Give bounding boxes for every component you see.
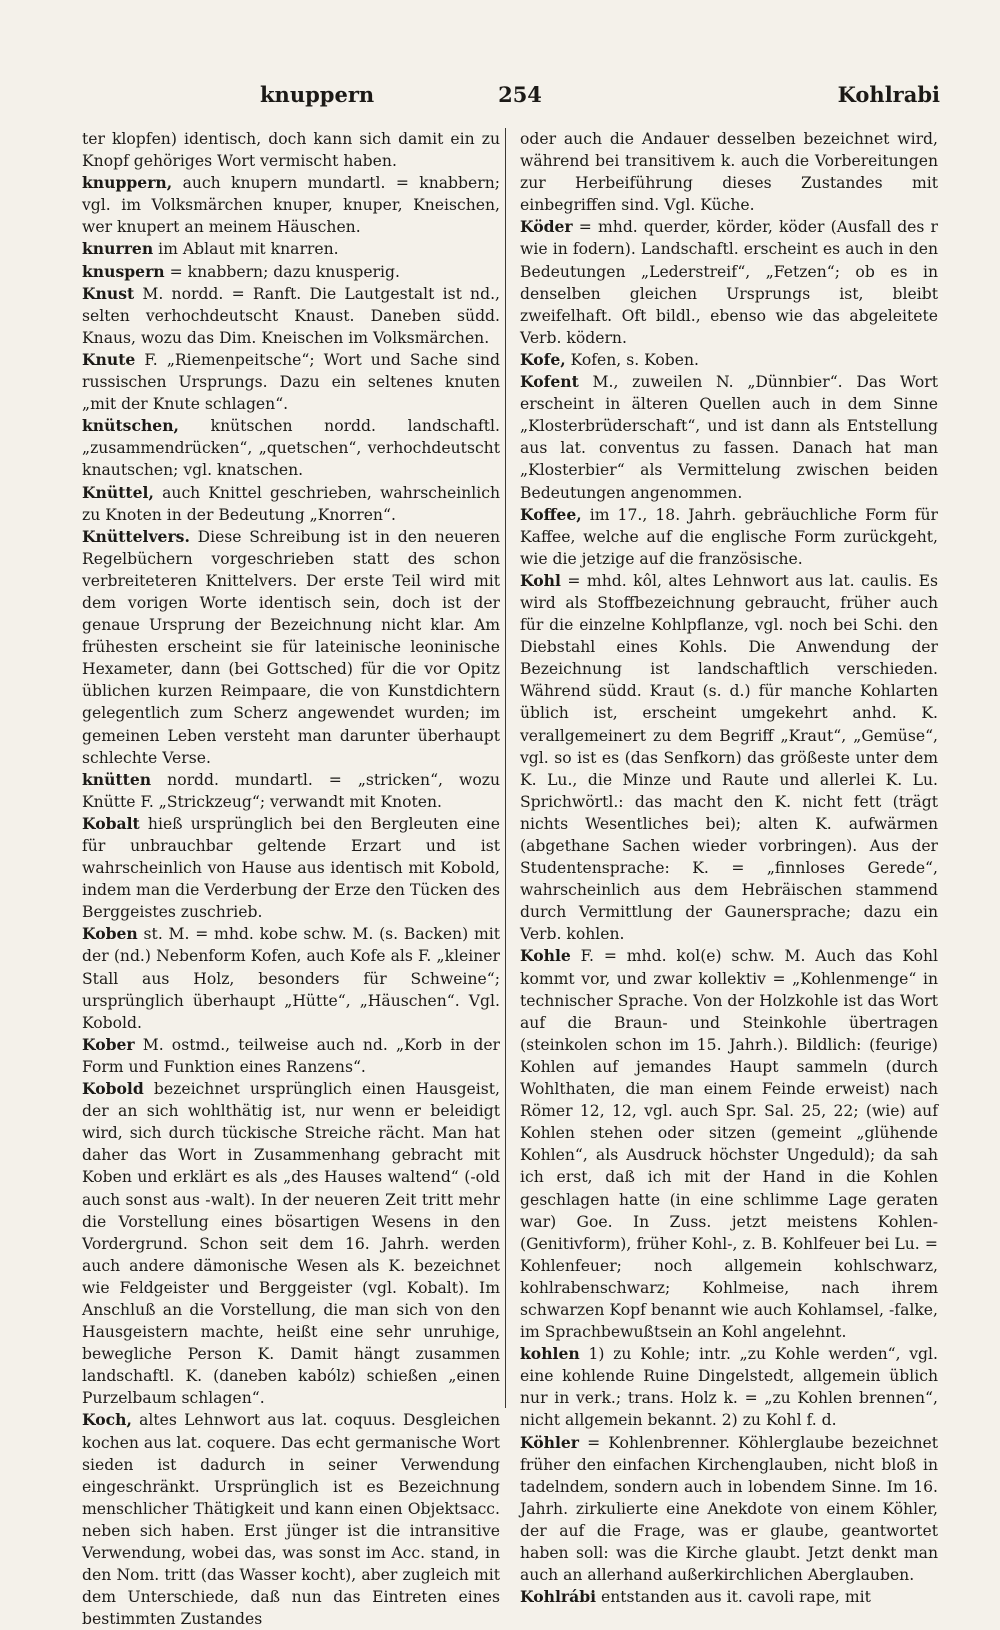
dictionary-entry <box>520 349 938 371</box>
entry-text: auch knupern mundartl. = knabbern; vgl. im Volksmärchen knuper, knuper, Kneischen, wer knupert an meinem Häuschen. <box>82 174 500 237</box>
dictionary-entry <box>82 283 500 349</box>
entry-text: M. nordd. = Ranft. Die Lautgestalt ist nd., selten verhochdeutscht Knaust. Daneben südd. Knaus, wozu das Dim. Kneischen im Volksmärchen. <box>82 284 500 347</box>
entry-text: Kofen, s. Koben. <box>565 350 699 369</box>
entry-text: bezeichnet ursprünglich einen Hausgeist, der an sich wohlthätig ist, nur wenn er beleidigt wird, sich durch tückische Streiche rächt. Man hat daher das Wort in Zusammenhang gebracht mit Koben und erklärt es als „des Hauses waltend“ (-old auch sonst aus -walt). In der neueren Zeit tritt mehr die Vorstellung eines bösartigen Wesens in den Vordergrund. Schon seit dem 16. Jahrh. werden auch andere dämonische Wesen als K. bezeichnet wie Feldgeister und Berggeister (vgl. Kobalt). Im Anschluß an die Vorstellung, die man sich von den Hausgeistern machte, heißt eine sehr unruhige, bewegliche Person K. Damit hängt zusammen landschaftl. K. (daneben kabólz) schießen „einen Purzelbaum schlagen“. <box>82 1080 500 1408</box>
entry-headword: Knute <box>82 349 136 369</box>
entry-headword: Knüttelvers. <box>82 526 190 546</box>
entry-headword: Kofe, <box>520 349 566 369</box>
entry-text: entstanden aus it. cavoli rape, mit <box>596 1588 871 1607</box>
dictionary-entry <box>82 238 500 260</box>
entry-headword: knuspern <box>82 261 165 281</box>
dictionary-entry <box>520 945 938 1343</box>
entry-text: auch Knittel geschrieben, wahrscheinlich zu Knoten in der Bedeutung „Knorren“. <box>82 483 500 524</box>
entry-text: M. ostmd., teilweise auch nd. „Korb in der Form und Funktion eines Ranzens“. <box>82 1035 500 1076</box>
header-left-keyword: knuppern <box>260 82 375 107</box>
entry-text: im Ablaut mit knarren. <box>153 240 339 259</box>
entry-text: = knabbern; dazu knusperig. <box>164 262 400 281</box>
entry-headword: Kober <box>82 1034 135 1054</box>
entry-text: M., zuweilen N. „Dünnbier“. Das Wort erscheint in älteren Quellen auch in dem Sinne „Klosterbrüderschaft“, und ist dann als Entstellung aus lat. conventus zu fassen. Danach hat man „Klosterbier“ als Vermittelung zwischen beiden Bedeutungen angenommen. <box>520 373 938 502</box>
dictionary-entry <box>82 349 500 415</box>
entry-text: = Kohlenbrenner. Köhlerglaube bezeichnet früher den einfachen Kirchenglauben, nicht bloß in tadelndem, sondern auch in lobendem Sinne. Im 16. Jahrh. zirkulierte eine Anekdote von einem Köhler, der auf die Frage, was er glaube, geantwortet haben soll: was die Kirche glaubt. Jetzt denkt man auch an allerhand außerkirchlichen Aberglauben. <box>520 1433 938 1585</box>
dictionary-entry <box>520 1586 938 1608</box>
entry-headword: Köhler <box>520 1432 580 1452</box>
entry-text: nordd. mundartl. = „stricken“, wozu Knütte F. „Strickzeug“; verwandt mit Knoten. <box>82 770 500 811</box>
entry-text: F. = mhd. kol(e) schw. M. Auch das Kohl kommt vor, und zwar kollektiv = „Kohlenmenge“ in technischer Sprache. Von der Holzkohle ist das Wort auf die Braun- und Steinkohle übertragen (steinkolen schon im 15. Jahrh.). Bildlich: (feurige) Kohlen auf jemandes Haupt sammeln (durch Wohlthaten, die man einem Feinde erweist) nach Römer 12, 12, vgl. auch Spr. Sal. 25, 22; (wie) auf Kohlen stehen oder sitzen (gemeint „glühende Kohlen“, als Ausdruck höchster Ungeduld); da sah ich erst, daß ich mit der Hand in die Kohlen geschlagen hatte (in eine schlimme Lage geraten war) Goe. In Zuss. jetzt meistens Kohlen- (Genitivform), früher Kohl-, z. B. Kohlfeuer bei Lu. = Kohlenfeuer; noch allgemein kohlschwarz, kohlrabenschwarz; Kohlmeise, nach ihrem schwarzen Kopf benannt wie auch Kohlamsel, -falke, im Sprachbewußtsein an Kohl angelehnt. <box>520 947 938 1342</box>
dictionary-entry <box>82 482 500 526</box>
dictionary-entry <box>82 1034 500 1078</box>
entry-headword: Köder <box>520 217 573 237</box>
entry-text: Diese Schreibung ist in den neueren Regelbüchern vorgeschrieben statt des schon verbreiteteren Knittelvers. Der erste Teil wird mit dem vorigen Worte identisch sein, doch ist der genaue Ursprung der Bezeichnung nicht klar. Am frühesten erscheint sie für lateinische leoninische Hexameter, dann (bei Gottsched) für die vor Opitz üblichen kurzen Reimpaare, die von Kunstdichtern gelegentlich zum Scherz angewendet wurden; im gemeinen Leben versteht man darunter überhaupt schlechte Verse. <box>82 527 500 767</box>
entry-headword: knurren <box>82 239 154 259</box>
entry-headword: Kohl <box>520 570 561 590</box>
right-column <box>520 128 938 1608</box>
entry-text: = mhd. querder, körder, köder (Ausfall des r wie in fodern). Landschaftl. erscheint es auch in den Bedeutungen „Lederstreif“, „Fetzen“; ob es in denselben gleichen Ursprungs ist, bleibt zweifelhaft. Oft bildl., ebenso wie das abgeleitete Verb. ködern. <box>520 218 938 347</box>
column-divider <box>505 128 506 1408</box>
header-right-keyword: Kohlrabi <box>837 82 940 107</box>
dictionary-entry <box>82 415 500 481</box>
entry-headword: Koch, <box>82 1410 132 1430</box>
entry-headword: Kohlrábi <box>520 1587 597 1607</box>
entry-headword: kohlen <box>520 1344 580 1364</box>
dictionary-entry <box>520 371 938 504</box>
dictionary-entry <box>82 128 500 172</box>
entry-text: im 17., 18. Jahrh. gebräuchliche Form für Kaffee, welche auf die englische Form zurückgeht, wie die jetzige auf die französische. <box>520 505 938 568</box>
entry-text: = mhd. kôl, altes Lehnwort aus lat. caulis. Es wird als Stoffbezeichnung gebraucht, früher auch für die einzelne Kohlpflanze, vgl. noch bei Schi. den Diebstahl eines Kohls. Die Anwendung der Bezeichnung ist landschaftlich verschieden. Während südd. Kraut (s. d.) für manche Kohlarten üblich ist, erscheint umgekehrt anhd. K. verallgemeinert zu dem Begriff „Kraut“, „Gemüse“, vgl. so ist es (das Senfkorn) das größeste unter dem K. Lu., die Minze und Raute und allerlei K. Lu. Sprichwörtl.: das macht den K. nicht fett (trägt nichts Wesentliches bei); alten K. aufwärmen (abgethane Sachen wieder vorbringen). Aus der Studentensprache: K. = „finnloses Gerede“, wahrscheinlich aus dem Hebräischen stammend durch Vermittlung der Gaunersprache; dazu ein Verb. kohlen. <box>520 571 938 944</box>
dictionary-entry <box>520 1343 938 1431</box>
entry-text: hieß ursprünglich bei den Bergleuten eine für unbrauchbar geltende Erzart und ist wahrscheinlich von Hause aus identisch mit Kobold, indem man die Verderbung der Erze den Tücken des Berggeistes zuschrieb. <box>82 814 500 922</box>
dictionary-entry <box>82 813 500 923</box>
entry-text: st. M. = mhd. kobe schw. M. (s. Backen) mit der (nd.) Nebenform Kofen, auch Kofe als F. „kleiner Stall aus Holz, besonders für Schweine“; ursprünglich überhaupt „Hütte“, „Häuschen“. Vgl. Kobold. <box>82 925 500 1032</box>
dictionary-entry <box>520 1432 938 1587</box>
dictionary-entry <box>82 1409 500 1630</box>
dictionary-entry <box>520 504 938 570</box>
dictionary-entry <box>82 1078 500 1409</box>
dictionary-entry <box>82 526 500 769</box>
entry-text: altes Lehnwort aus lat. coquus. Desgleichen kochen aus lat. coquere. Das echt germanische Wort sieden ist dadurch in seiner Verwendung eingeschränkt. Ursprünglich ist es Bezeichnung menschlicher Thätigkeit und kann einen Objektsacc. neben sich haben. Erst jünger ist die intransitive Verwendung, wobei das, was sonst im Acc. stand, in den Nom. tritt (das Wasser kocht), aber zugleich mit dem Unterschiede, daß nun das Eintreten eines bestimmten Zustandes <box>82 1411 500 1629</box>
dictionary-entry <box>520 216 938 349</box>
entry-text: oder auch die Andauer desselben bezeichnet wird, während bei transitivem k. auch die Vorbereitungen zur Herbeiführung dieses Zustandes mit einbegriffen sind. Vgl. Küche. <box>520 130 938 215</box>
entry-headword: knütten <box>82 769 152 789</box>
entry-headword: knütschen, <box>82 416 179 436</box>
entry-headword: Kobold <box>82 1079 144 1099</box>
running-header <box>80 82 940 114</box>
entry-headword: Kofent <box>520 372 579 392</box>
dictionary-entry <box>520 570 938 946</box>
dictionary-entry <box>82 769 500 813</box>
dictionary-entry <box>82 923 500 1033</box>
dictionary-entry <box>520 128 938 216</box>
entry-headword: Kohle <box>520 946 571 966</box>
dictionary-entry <box>82 261 500 283</box>
entry-headword: Koben <box>82 924 138 944</box>
entry-text: ter klopfen) identisch, doch kann sich damit ein zu Knopf gehöriges Wort vermischt haben. <box>82 130 500 171</box>
entry-text: 1) zu Kohle; intr. „zu Kohle werden“, vgl. eine kohlende Ruine Dingelstedt, allgemein üblich nur in verk.; trans. Holz k. = „zu Kohlen brennen“, nicht allgemein bekannt. 2) zu Kohl f. d. <box>520 1345 938 1430</box>
entry-headword: Knüttel, <box>82 482 154 502</box>
entry-text: F. „Riemenpeitsche“; Wort und Sache sind russischen Ursprungs. Dazu ein seltenes knuten „mit der Knute schlagen“. <box>82 350 500 414</box>
entry-text: knütschen nordd. landschaftl. „zusammendrücken“, „quetschen“, verhochdeutscht knautschen; vgl. knatschen. <box>82 417 500 480</box>
entry-headword: Kobalt <box>82 813 140 833</box>
page-number: 254 <box>498 82 542 107</box>
entry-headword: Knust <box>82 283 135 303</box>
entry-headword: knuppern, <box>82 173 173 193</box>
entry-headword: Koffee, <box>520 504 582 524</box>
left-column <box>82 128 500 1630</box>
dictionary-entry <box>82 172 500 238</box>
